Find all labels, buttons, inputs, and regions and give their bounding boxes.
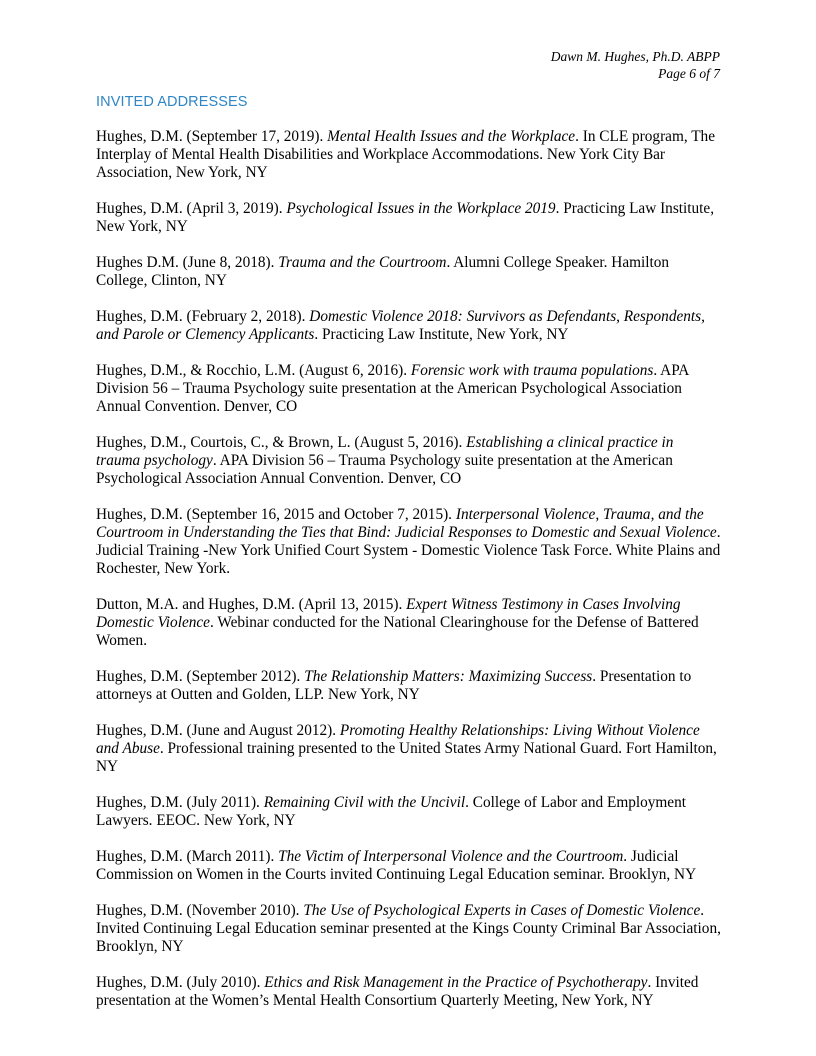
entry-title: Domestic Violence 2018: Survivors as Defendants, Respondents, and Parole or Clemency Applicants <box>96 308 705 343</box>
author-name: Dawn M. Hughes, Ph.D. ABPP <box>550 49 720 64</box>
list-item: Hughes, D.M., Courtois, C., & Brown, L. (August 5, 2016). Establishing a clinical practice in trauma psychology. APA Division 56 – Trauma Psychology suite presentation at the American Psychological Association Annual Convention. Denver, CO <box>96 434 674 487</box>
entry-title: Interpersonal Violence, Trauma, and the Courtroom in Understanding the Ties that Bind: Judicial Responses to Domestic and Sexual Violence <box>96 506 717 541</box>
list-item: Hughes, D.M. (September 17, 2019). Mental Health Issues and the Workplace. In CLE program, The Interplay of Mental Health Disabilities and Workplace Accommodations. New York City Bar Association, New York, NY <box>96 128 715 181</box>
entry-title: Psychological Issues in the Workplace 2019 <box>286 200 556 217</box>
list-item: Hughes, D.M. (September 16, 2015 and October 7, 2015). Interpersonal Violence, Trauma, and the Courtroom in Understanding the Ties that Bind: Judicial Responses to Domestic and Sexual Violence. Judicial Training -New York Unified Court System - Domestic Violence Task Force. White Plains and Rochester, New York. <box>96 506 721 577</box>
page-number: Page 6 of 7 <box>658 66 720 81</box>
entry-title: Forensic work with trauma populations <box>410 362 654 379</box>
entry-title: Promoting Healthy Relationships: Living Without Violence and Abuse <box>96 722 700 757</box>
entry-title: The Victim of Interpersonal Violence and the Courtroom <box>278 848 624 865</box>
list-item: Hughes, D.M. (June and August 2012). Promoting Healthy Relationships: Living Without Violence and Abuse. Professional training presented to the United States Army National Guard. Fort Hamilton, NY <box>96 722 717 775</box>
entry-title: The Relationship Matters: Maximizing Success <box>304 668 593 685</box>
entry-title: Expert Witness Testimony in Cases Involving Domestic Violence <box>96 596 681 631</box>
entry-title: Mental Health Issues and the Workplace <box>327 128 576 145</box>
list-item: Hughes, D.M. (September 2012). The Relationship Matters: Maximizing Success. Presentation to attorneys at Outten and Golden, LLP. New York, NY <box>96 668 692 703</box>
entry-title: Ethics and Risk Management in the Practice of Psychotherapy <box>264 974 648 991</box>
address-list <box>96 128 721 1028</box>
list-item: Hughes, D.M. (March 2011). The Victim of Interpersonal Violence and the Courtroom. Judicial Commission on Women in the Courts invited Continuing Legal Education seminar. Brooklyn, NY <box>96 848 697 883</box>
list-item: Hughes, D.M., & Rocchio, L.M. (August 6, 2016). Forensic work with trauma populations. APA Division 56 – Trauma Psychology suite presentation at the American Psychological Association Annual Convention. Denver, CO <box>96 362 689 415</box>
section-title: INVITED ADDRESSES <box>96 94 248 110</box>
list-item: Hughes D.M. (June 8, 2018). Trauma and the Courtroom. Alumni College Speaker. Hamilton College, Clinton, NY <box>96 254 670 289</box>
entry-title: Trauma and the Courtroom <box>278 254 447 271</box>
entry-title: Establishing a clinical practice in trauma psychology <box>96 434 674 469</box>
list-item: Hughes, D.M. (November 2010). The Use of Psychological Experts in Cases of Domestic Violence. Invited Continuing Legal Education seminar presented at the Kings County Criminal Bar Association, Brooklyn, NY <box>96 902 721 955</box>
list-item: Dutton, M.A. and Hughes, D.M. (April 13, 2015). Expert Witness Testimony in Cases Involving Domestic Violence. Webinar conducted for the National Clearinghouse for the Defense of Battered Women. <box>96 596 699 649</box>
page-header <box>551 48 720 82</box>
entry-title: Remaining Civil with the Uncivil <box>263 794 466 811</box>
list-item: Hughes, D.M. (July 2011). Remaining Civil with the Uncivil. College of Labor and Employment Lawyers. EEOC. New York, NY <box>96 794 686 829</box>
list-item: Hughes, D.M. (April 3, 2019). Psychological Issues in the Workplace 2019. Practicing Law Institute, New York, NY <box>96 200 715 235</box>
list-item: Hughes, D.M. (July 2010). Ethics and Risk Management in the Practice of Psychotherapy. Invited presentation at the Women’s Mental Health Consortium Quarterly Meeting, New York, NY <box>96 974 699 1009</box>
entry-title: The Use of Psychological Experts in Cases of Domestic Violence <box>303 902 701 919</box>
list-item: Hughes, D.M. (February 2, 2018). Domestic Violence 2018: Survivors as Defendants, Respondents, and Parole or Clemency Applicants. Practicing Law Institute, New York, NY <box>96 308 705 343</box>
